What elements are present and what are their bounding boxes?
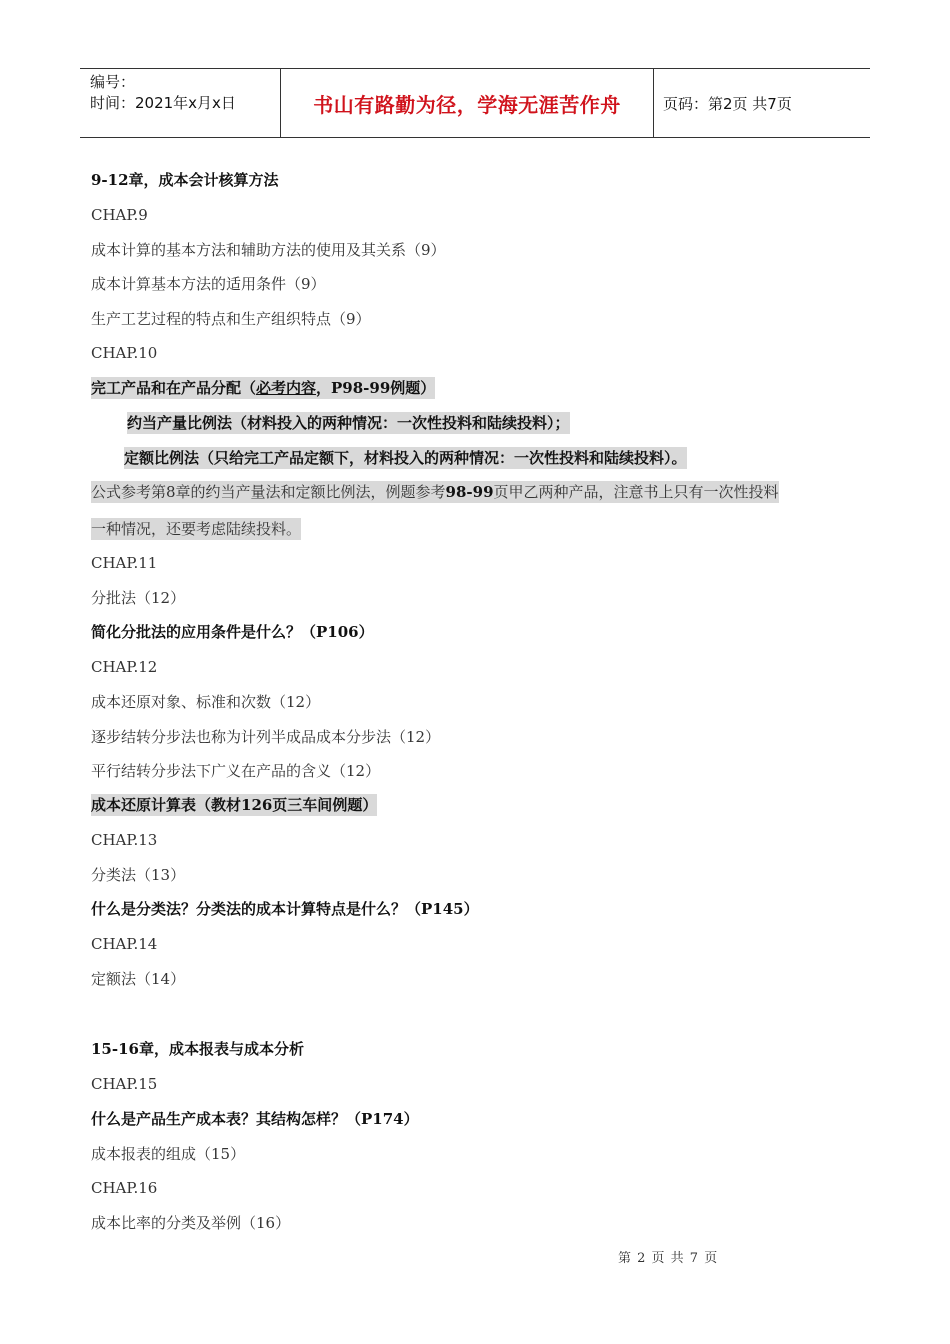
chapter-label: CHAP.12	[91, 658, 158, 676]
topic-line: 分批法（12）	[91, 589, 186, 607]
highlighted-topic: 成本还原计算表（教材126页三车间例题）	[91, 796, 378, 814]
chapter-label: CHAP.16	[91, 1179, 158, 1197]
question-line: 简化分批法的应用条件是什么？（P106）	[91, 623, 374, 641]
must-test-note: 必考内容	[256, 379, 317, 397]
chapter-label: CHAP.9	[91, 206, 148, 224]
topic-line: 成本计算基本方法的适用条件（9）	[91, 275, 326, 293]
topic-line: 分类法（13）	[91, 866, 186, 884]
date-label: 时间：2021年x月x日	[90, 94, 236, 112]
chapter-label: CHAP.11	[91, 554, 158, 572]
page-header	[80, 68, 870, 138]
chapter-label: CHAP.15	[91, 1075, 158, 1093]
topic-line: 成本计算的基本方法和辅助方法的使用及其关系（9）	[91, 241, 446, 259]
highlighted-note: 公式参考第8章的约当产量法和定额比例法，例题参考98-99页甲乙两种产品，注意书上只有一次性投料	[91, 483, 779, 501]
header-meta	[80, 69, 281, 137]
topic-line: 成本还原对象、标准和次数（12）	[91, 693, 321, 711]
topic-line: 逐步结转分步法也称为计列半成品成本分步法（12）	[91, 728, 441, 746]
highlighted-subtopic: 定额比例法（只给完工产品定额下，材料投入的两种情况：一次性投料和陆续投料）。	[124, 449, 687, 467]
page-footer: 第 2 页 共 7 页	[618, 1251, 718, 1266]
chapter-label: CHAP.14	[91, 935, 158, 953]
highlighted-topic: 完工产品和在产品分配（必考内容，P98-99例题）	[91, 379, 436, 397]
chapter-label: CHAP.13	[91, 831, 158, 849]
topic-line: 生产工艺过程的特点和生产组织特点（9）	[91, 310, 371, 328]
topic-line: 平行结转分步法下广义在产品的含义（12）	[91, 762, 381, 780]
chapter-label: CHAP.10	[91, 344, 158, 362]
serial-label: 编号：	[90, 73, 136, 91]
topic-line: 定额法（14）	[91, 970, 186, 988]
section-heading: 9-12章，成本会计核算方法	[91, 171, 279, 189]
question-line: 什么是产品生产成本表？其结构怎样？（P174）	[91, 1110, 419, 1128]
topic-line: 成本报表的组成（15）	[91, 1145, 246, 1163]
topic-line: 成本比率的分类及举例（16）	[91, 1214, 291, 1232]
highlighted-subtopic: 约当产量比例法（材料投入的两种情况：一次性投料和陆续投料）；	[127, 414, 570, 432]
question-line: 什么是分类法？分类法的成本计算特点是什么？（P145）	[91, 900, 479, 918]
header-motto: 书山有路勤为径，学海无涯苦作舟	[281, 69, 654, 137]
section-heading: 15-16章，成本报表与成本分析	[91, 1040, 304, 1058]
highlighted-note: 一种情况，还要考虑陆续投料。	[91, 520, 302, 538]
header-page-number: 页码：第2页 共7页	[663, 94, 792, 113]
